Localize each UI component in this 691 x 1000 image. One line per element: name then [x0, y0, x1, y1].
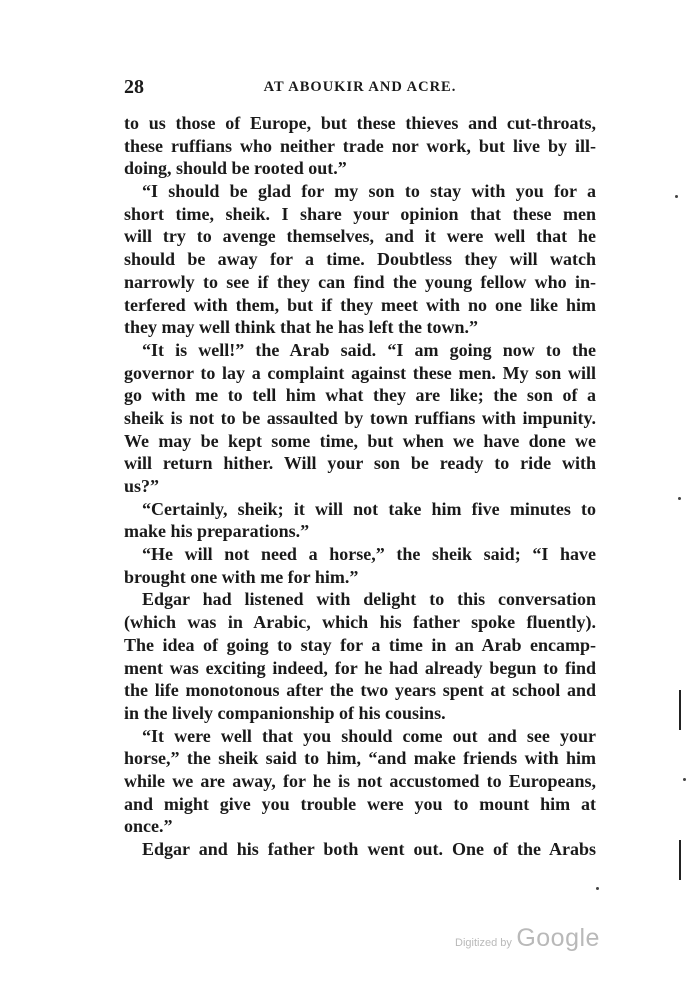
- text-line: in the lively companionship of his cousins.: [124, 702, 446, 723]
- text-line: once.”: [124, 816, 173, 837]
- text-line: brought one with me for him.”: [124, 566, 359, 587]
- text-line: will try to avenge themselves, and it were well that he: [124, 226, 596, 247]
- text-line: doing, should be rooted out.”: [124, 158, 347, 179]
- text-line: horse,” the sheik said to him, “and make friends with him: [124, 748, 596, 769]
- text-line: The idea of going to stay for a time in an Arab encamp-: [124, 634, 596, 655]
- text-line: “I should be glad for my son to stay with you for a: [142, 181, 596, 202]
- text-line: will return hither. Will your son be ready to ride with: [124, 453, 596, 474]
- scan-speck: [675, 195, 678, 198]
- text-line: sheik is not to be assaulted by town ruffians with impunity.: [124, 407, 596, 428]
- text-line: ment was exciting indeed, for he had already begun to find: [124, 657, 596, 678]
- text-line: “It were well that you should come out and see your: [142, 725, 596, 746]
- scan-speck: [683, 778, 686, 781]
- text-line: narrowly to see if they can find the young fellow who in-: [124, 271, 596, 292]
- text-line: “He will not need a horse,” the sheik said; “I have: [142, 544, 596, 565]
- digitized-brand: Google: [516, 924, 600, 952]
- text-line: “It is well!” the Arab said. “I am going now to the: [142, 339, 596, 360]
- text-line: (which was in Arabic, which his father spoke fluently).: [124, 612, 596, 633]
- page-header: [124, 76, 596, 102]
- digitized-prefix: Digitized by: [455, 937, 512, 949]
- scan-speck: [678, 497, 681, 500]
- text-line: to us those of Europe, but these thieves and cut-throats,: [124, 113, 596, 133]
- text-line: go with me to tell him what they are like; the son of a: [124, 385, 596, 406]
- text-line: governor to lay a complaint against these men. My son will: [124, 362, 596, 383]
- text-line: and might give you trouble were you to mount him at: [124, 793, 596, 814]
- scan-edge-mark: [679, 690, 681, 730]
- text-line: “Certainly, sheik; it will not take him five minutes to: [142, 498, 596, 519]
- text-line: the life monotonous after the two years spent at school and: [124, 680, 596, 701]
- digitized-watermark: [455, 924, 600, 953]
- text-line: make his preparations.”: [124, 521, 310, 542]
- text-line: these ruffians who neither trade nor work, but live by ill-: [124, 135, 596, 156]
- running-title: AT ABOUKIR AND ACRE.: [263, 79, 457, 95]
- text-line: while we are away, for he is not accustomed to Europeans,: [124, 770, 596, 791]
- text-line: terfered with them, but if they meet with no one like him: [124, 294, 596, 315]
- text-line: us?”: [124, 476, 160, 496]
- body-text: [124, 112, 596, 861]
- page-number: 28: [124, 76, 144, 98]
- text-line: Edgar and his father both went out. One of the Arabs: [142, 839, 596, 859]
- text-line: Edgar had listened with delight to this conversation: [142, 589, 596, 610]
- text-line: should be away for a time. Doubtless they will watch: [124, 249, 596, 270]
- scan-edge-mark: [679, 840, 681, 880]
- text-line: they may well think that he has left the town.”: [124, 317, 478, 338]
- text-line: short time, sheik. I share your opinion that these men: [124, 203, 596, 224]
- scan-speck: [596, 887, 599, 890]
- text-line: We may be kept some time, but when we have done we: [124, 430, 596, 451]
